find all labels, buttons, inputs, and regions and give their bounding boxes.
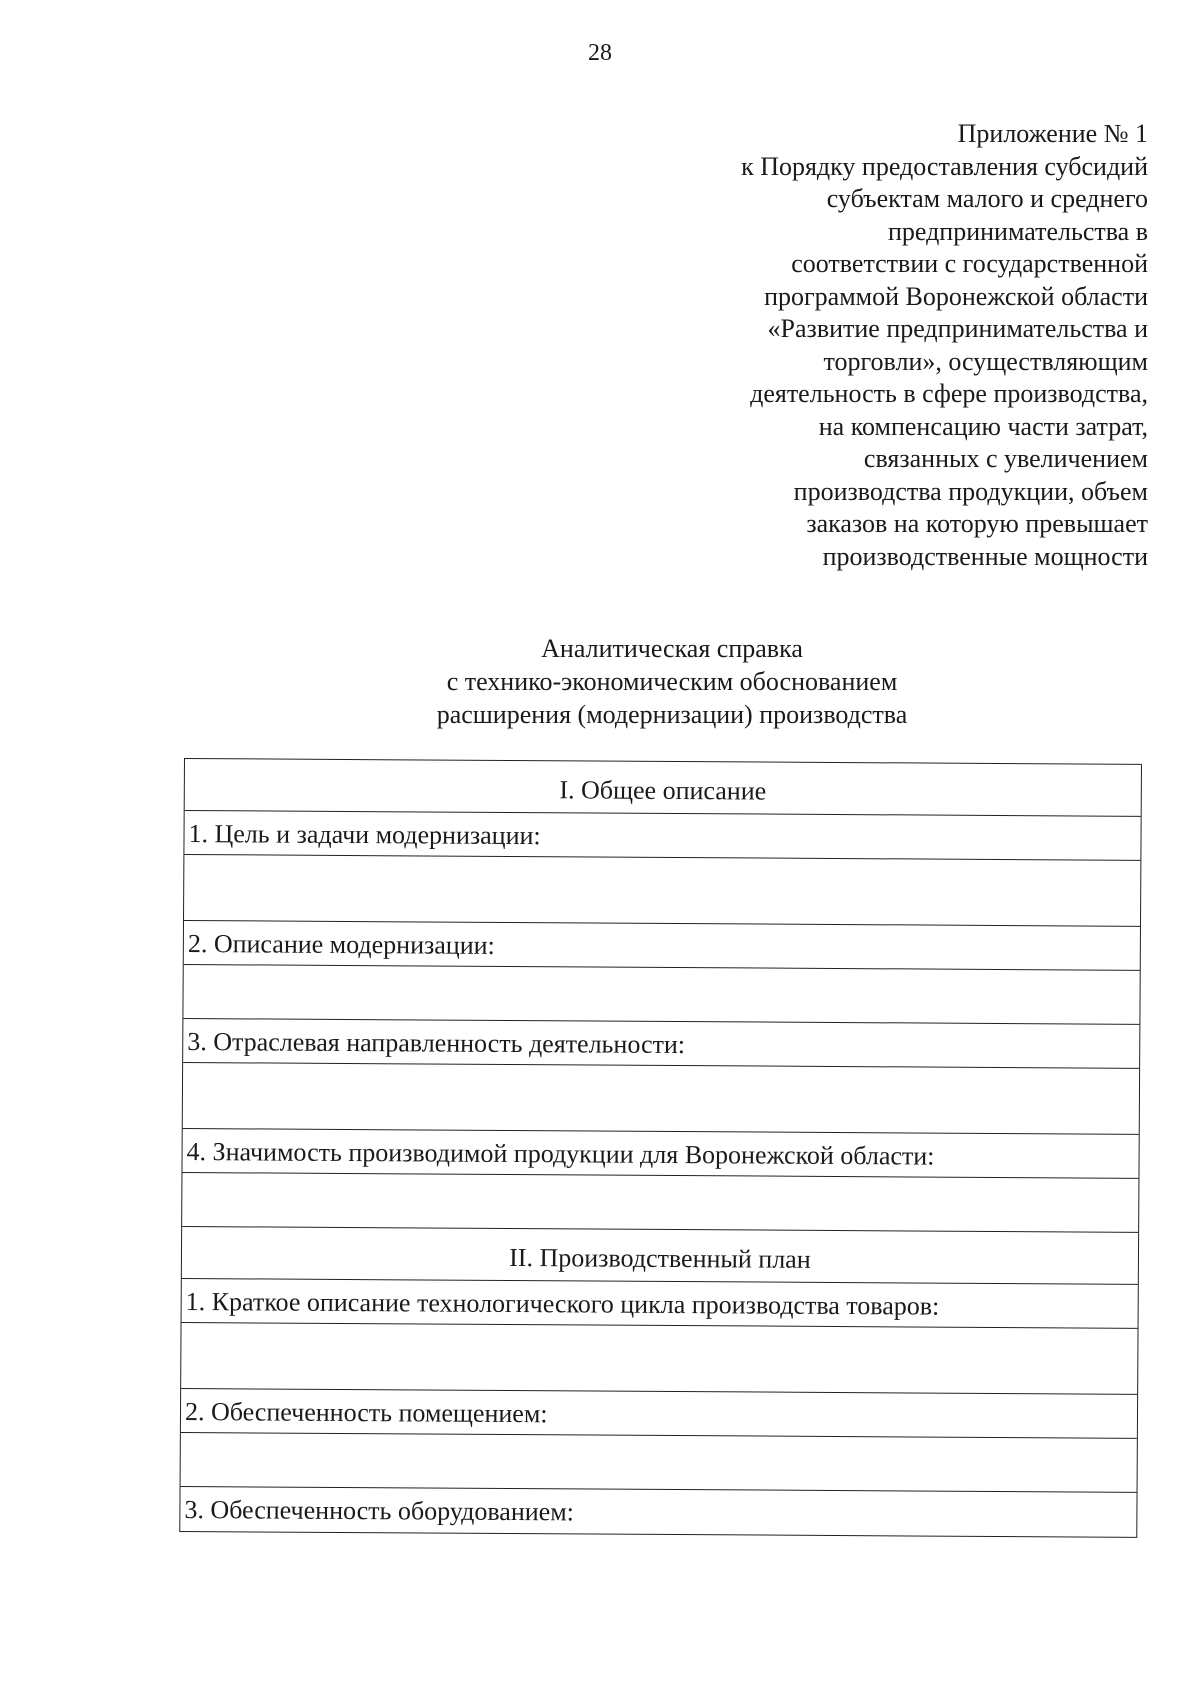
appendix-header-line: на компенсацию части затрат,: [818, 411, 1148, 441]
appendix-header-line: заказов на которую превышает: [806, 509, 1148, 538]
appendix-header-line: связанных с увеличением: [863, 444, 1148, 473]
section-heading-production-plan: II. Производственный план: [182, 1227, 1138, 1285]
field-value-technological-cycle[interactable]: [181, 1323, 1137, 1395]
field-value-industry-focus[interactable]: [183, 1063, 1139, 1135]
field-label-premises: 2. Обеспеченность помещением:: [181, 1389, 1137, 1439]
appendix-header-line: Приложение № 1: [957, 119, 1148, 148]
field-label-equipment: 3. Обеспеченность оборудованием:: [184, 1495, 575, 1527]
appendix-header-line: субъектам малого и среднего: [826, 184, 1148, 213]
field-value-goals[interactable]: [184, 855, 1140, 927]
appendix-header-line: производства продукции, объем: [793, 476, 1148, 506]
appendix-header-line: соответствии с государственной: [791, 249, 1148, 278]
field-label-product-significance: 4. Значимость производимой продукции для Воронежской области:: [182, 1129, 1138, 1179]
document-title-line: с технико-экономическим обоснованием: [446, 667, 898, 696]
document-title-line: расширения (модернизации) производства: [436, 700, 908, 729]
field-label-goals: 1. Цель и задачи модернизации:: [184, 811, 1140, 861]
appendix-header-line: торговли», осуществляющим: [823, 346, 1148, 376]
appendix-header-line: «Развитие предпринимательства и: [767, 314, 1148, 343]
document-title: [210, 632, 1134, 731]
page-number: 28: [588, 40, 612, 66]
analysis-form-table: [179, 758, 1142, 1538]
field-value-product-significance[interactable]: [182, 1173, 1138, 1233]
appendix-header-line: предпринимательства в: [887, 216, 1148, 246]
field-label-industry-focus: 3. Отраслевая направленность деятельности:: [183, 1019, 1139, 1069]
appendix-header-line: производственные мощности: [822, 541, 1148, 571]
document-title-line: Аналитическая справка: [541, 634, 803, 663]
appendix-header: [528, 118, 1148, 573]
appendix-header-line: к Порядку предоставления субсидий: [741, 151, 1148, 181]
field-value-modernization-description[interactable]: [183, 965, 1139, 1025]
appendix-header-line: деятельность в сфере производства,: [750, 379, 1148, 408]
field-value-premises[interactable]: [181, 1433, 1137, 1493]
field-label-modernization-description: 2. Описание модернизации:: [184, 921, 1140, 971]
section-heading-general: I. Общее описание: [185, 759, 1141, 817]
field-label-technological-cycle: 1. Краткое описание технологического цикла производства товаров:: [182, 1279, 1138, 1329]
appendix-header-line: программой Воронежской области: [764, 281, 1148, 311]
